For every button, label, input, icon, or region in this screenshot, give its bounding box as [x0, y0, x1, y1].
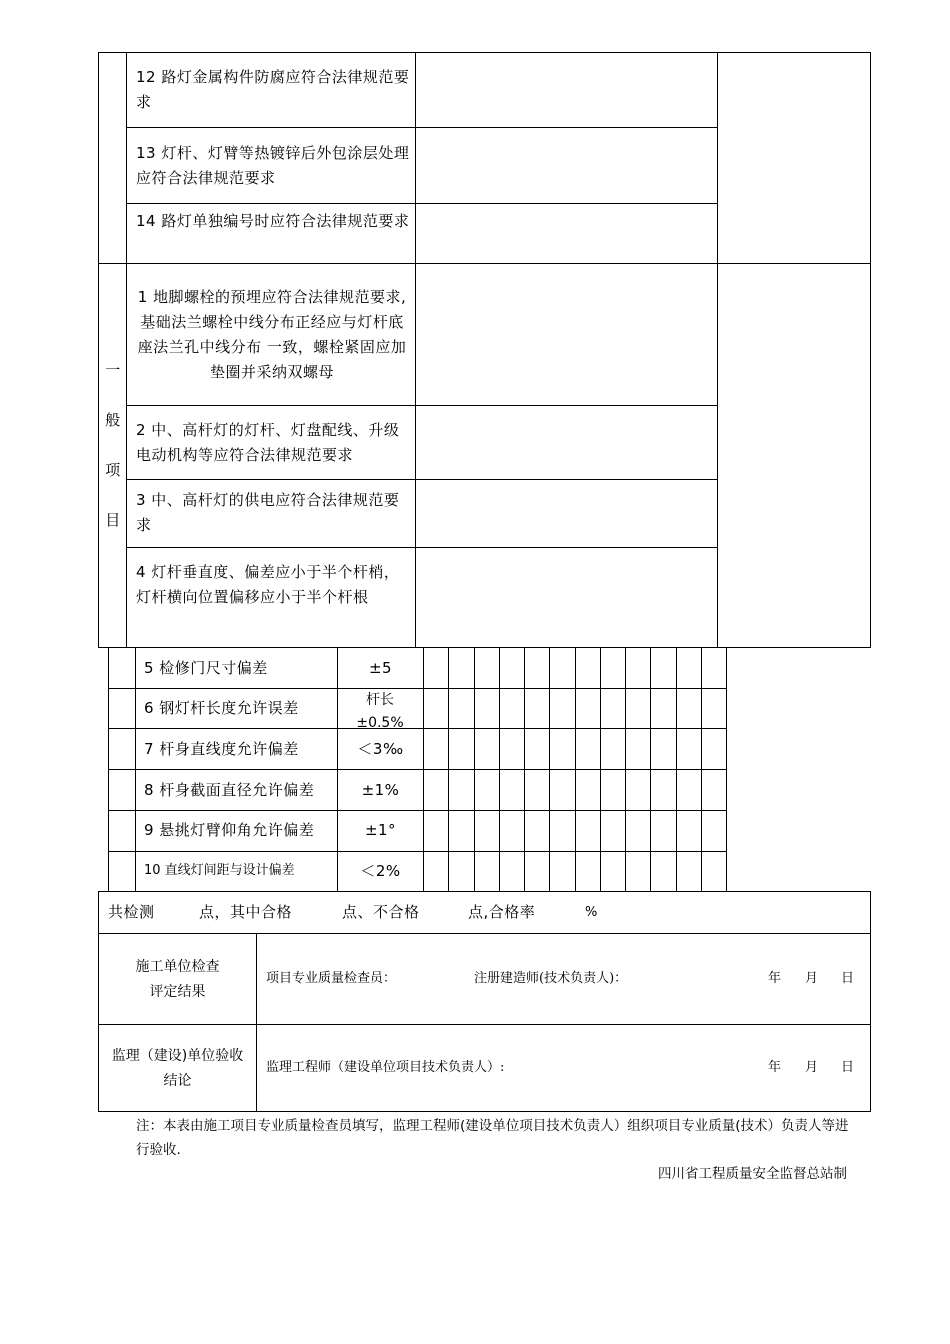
- measured-item-8-tolerance: ±1%: [361, 781, 400, 799]
- item-12-label: 12 路灯金属构件防腐应符合法律规范要求: [136, 68, 410, 111]
- summary-percent: %: [585, 905, 598, 920]
- supervision-date-day: 日: [841, 1060, 855, 1075]
- supervision-date-month: 月: [805, 1060, 819, 1075]
- supervision-unit-label-2: 结论: [163, 1073, 192, 1089]
- summary-of-which-pass: 点，其中合格: [199, 903, 293, 921]
- summary-total-checked: 共检测: [108, 903, 155, 921]
- supervision-date-year: 年: [768, 1060, 782, 1075]
- issuer-label: 四川省工程质量安全监督总站制: [658, 1166, 847, 1182]
- measured-item-7-tolerance: ＜3‰: [357, 740, 404, 758]
- construction-unit-label-1: 施工单位检查: [135, 959, 220, 975]
- measured-item-5-label: 5 检修门尺寸偏差: [144, 659, 268, 677]
- general-section-char-1: 一: [105, 361, 121, 379]
- general-section-char-2: 般: [105, 411, 121, 429]
- measured-item-10-tolerance: ＜2%: [360, 862, 401, 880]
- measured-item-7-label: 7 杆身直线度允许偏差: [144, 740, 299, 758]
- measured-item-6-tolerance: 杆长±0.5%: [356, 692, 404, 728]
- general-item-2-label: 2 中、高杆灯的灯杆、灯盘配线、升级电动机构等应符合法律规范要求: [136, 421, 400, 464]
- measured-item-9-label: 9 悬挑灯臂仰角允许偏差: [144, 821, 315, 839]
- summary-fail: 点、不合格: [342, 903, 420, 921]
- summary-pass-rate: 点,合格率: [468, 903, 536, 921]
- measured-item-10-label: 10 直线灯间距与设计偏差: [144, 863, 295, 878]
- measured-item-5-tolerance: ±5: [368, 659, 393, 677]
- general-item-4-label: 4 灯杆垂直度、偏差应小于半个杆梢，灯杆横向位置偏移应小于半个杆根: [136, 563, 400, 606]
- supervision-unit-label-1: 监理（建设)单位验收: [111, 1048, 244, 1064]
- measured-item-9-tolerance: ±1°: [364, 821, 397, 839]
- item-14-label: 14 路灯单独编号时应符合法律规范要求: [136, 212, 410, 230]
- construction-date-year: 年: [768, 971, 782, 986]
- construction-engineer-label: 注册建造师(技术负责人)：: [474, 971, 628, 986]
- general-section-char-4: 目: [105, 511, 121, 529]
- supervision-engineer-label: 监理工程师（建设单位项目技术负责人）:: [266, 1060, 505, 1075]
- general-item-1-label: 1 地脚螺栓的预埋应符合法律规范要求,基础法兰螺栓中线分布正经应与灯杆底座法兰孔中线分布 一致，螺栓紧固应加垫圈并采纳双螺母: [137, 288, 407, 381]
- form-note: 注：本表由施工项目专业质量检查员填写，监理工程师(建设单位项目技术负责人）组织项目专业质量(技术）负责人等进行验收.: [136, 1118, 849, 1158]
- construction-unit-label-2: 评定结果: [149, 984, 206, 1000]
- construction-date-day: 日: [841, 971, 855, 986]
- measured-item-8-label: 8 杆身截面直径允许偏差: [144, 781, 315, 799]
- general-section-char-3: 项: [105, 461, 121, 479]
- general-item-3-label: 3 中、高杆灯的供电应符合法律规范要求: [136, 491, 400, 534]
- measured-item-6-label: 6 钢灯杆长度允许误差: [144, 699, 299, 717]
- construction-date-month: 月: [805, 971, 819, 986]
- construction-inspector-label: 项目专业质量检查员：: [266, 971, 397, 986]
- measured-item-6-tolerance-cell: [338, 689, 423, 728]
- item-13-label: 13 灯杆、灯臂等热镀锌后外包涂层处理应符合法律规范要求: [136, 144, 410, 187]
